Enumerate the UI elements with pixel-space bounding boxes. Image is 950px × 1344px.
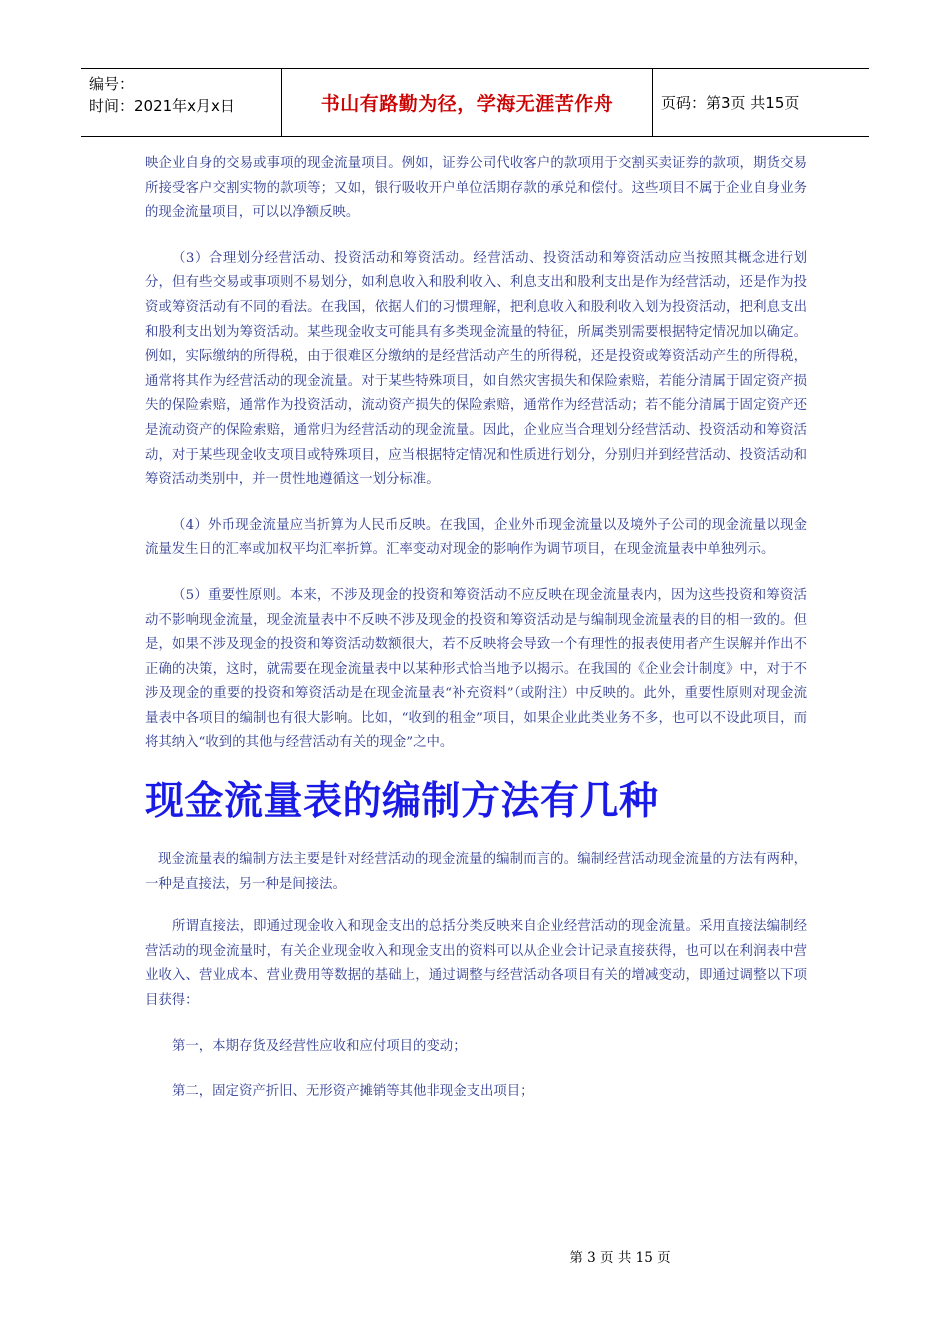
- page-header: [81, 68, 869, 137]
- section-heading: 现金流量表的编制方法有几种: [145, 779, 659, 825]
- date-label: 时间：2021年x月x日: [89, 97, 235, 115]
- motto: 书山有路勤为径，学海无涯苦作舟: [281, 69, 653, 136]
- paragraph: （4）外币现金流量应当折算为人民币反映。在我国，企业外币现金流量以及境外子公司的现金流量以现金流量发生日的汇率或加权平均汇率折算。汇率变动对现金的影响作为调节项目，在现金流量表中单独列示。: [145, 517, 807, 558]
- number-label: 编号：: [89, 75, 135, 93]
- header-left-cell: [81, 69, 281, 136]
- page-footer: 第 3 页 共 15 页: [569, 1250, 671, 1266]
- paragraph: （5）重要性原则。本来，不涉及现金的投资和筹资活动不应反映在现金流量表内，因为这些投资和筹资活动不影响现金流量，现金流量表中不反映不涉及现金的投资和筹资活动是与编制现金流量表的目的相一致的。但是，如果不涉及现金的投资和筹资活动数额很大，若不反映将会导致一个有理性的报表使用者产生误解并作出不正确的决策，这时，就需要在现金流量表中以某种形式恰当地予以揭示。在我国的《企业会计制度》中，对于不涉及现金的重要的投资和筹资活动是在现金流量表“补充资料”（或附注）中反映的。此外，重要性原则对现金流量表中各项目的编制也有很大影响。比如，“收到的租金”项目，如果企业此类业务不多，也可以不设此项目，而将其纳入“收到的其他与经营活动有关的现金”之中。: [145, 587, 807, 751]
- page-label: 页码：第3页 共15页: [661, 94, 800, 112]
- paragraph: 映企业自身的交易或事项的现金流量项目。例如，证券公司代收客户的款项用于交割买卖证券的款项，期货交易所接受客户交割实物的款项等；又如，银行吸收开户单位活期存款的承兑和偿付。这些项目不属于企业自身业务的现金流量项目，可以以净额反映。: [145, 156, 807, 221]
- paragraph: 所谓直接法，即通过现金收入和现金支出的总括分类反映来自企业经营活动的现金流量。采用直接法编制经营活动的现金流量时，有关企业现金收入和现金支出的资料可以从企业会计记录直接获得，也可以在利润表中营业收入、营业成本、营业费用等数据的基础上，通过调整与经营活动各项目有关的增减变动，即通过调整以下项目获得：: [145, 919, 807, 1009]
- paragraph: 第二，固定资产折旧、无形资产摊销等其他非现金支出项目；: [172, 1084, 534, 1100]
- document-body: [145, 152, 807, 1126]
- paragraph: 第一，本期存货及经营性应收和应付项目的变动；: [172, 1038, 467, 1054]
- paragraph: （3）合理划分经营活动、投资活动和筹资活动。经营活动、投资活动和筹资活动应当按照其概念进行划分，但有些交易或事项则不易划分，如利息收入和股利收入、利息支出和股利支出是作为经营活动，还是作为投资或筹资活动有不同的看法。在我国，依据人们的习惯理解，把利息收入和股利收入划为投资活动，把利息支出和股利支出划为筹资活动。某些现金收支可能具有多类现金流量的特征，所属类别需要根据特定情况加以确定。例如，实际缴纳的所得税，由于很难区分缴纳的是经营活动产生的所得税，还是投资或筹资活动产生的所得税，通常将其作为经营活动的现金流量。对于某些特殊项目，如自然灾害损失和保险索赔，若能分清属于固定资产损失的保险索赔，通常作为投资活动，流动资产损失的保险索赔，通常作为经营活动；若不能分清属于固定资产还是流动资产的保险索赔，通常归为经营活动的现金流量。因此，企业应当合理划分经营活动、投资活动和筹资活动，对于某些现金收支项目或特殊项目，应当根据特定情况和性质进行划分，分别归并到经营活动、投资活动和筹资活动类别中，并一贯性地遵循这一划分标准。: [145, 250, 807, 488]
- paragraph: 现金流量表的编制方法主要是针对经营活动的现金流量的编制而言的。编制经营活动现金流量的方法有两种，一种是直接法，另一种是间接法。: [145, 852, 807, 892]
